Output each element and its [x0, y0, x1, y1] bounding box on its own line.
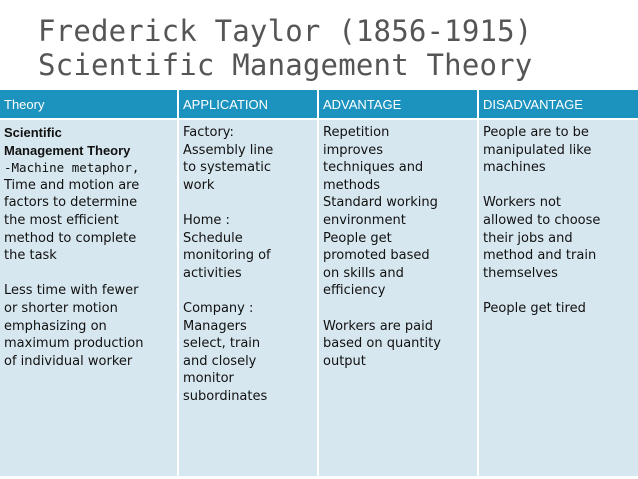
disadvantage-cell [478, 119, 638, 476]
application-text-line: monitor [183, 371, 234, 387]
application-text-line: select, train [183, 336, 261, 352]
theory-text-line: the task [4, 248, 57, 264]
application-text-line: work [183, 177, 215, 193]
application-text-line: subordinates [183, 388, 268, 404]
disadvantage-text-line: People are to be [483, 125, 589, 140]
theory-text-line: emphasizing on [4, 318, 107, 334]
application-text-line: activities [183, 265, 242, 281]
header-theory: Theory [0, 90, 178, 119]
application-text-line: Factory: [183, 125, 234, 140]
disadvantage-text-line: themselves [483, 265, 558, 281]
theory-text-line: method to complete [4, 230, 137, 246]
slide-title [38, 14, 628, 82]
application-text-line: and closely [183, 353, 257, 369]
application-cell [178, 119, 318, 476]
disadvantage-text-line: machines [483, 160, 546, 176]
theory-text-line: the most efficient [4, 212, 119, 228]
theory-heading-line: Management Theory [4, 142, 131, 158]
advantage-text-line: promoted based [323, 248, 430, 264]
title-line-1: Frederick Taylor (1856-1915) [38, 14, 533, 48]
application-text-line: to systematic [183, 160, 272, 176]
theory-text-line: Less time with fewer [4, 283, 139, 299]
theory-text-line: -Machine metaphor, [4, 160, 140, 176]
header-advantage: ADVANTAGE [318, 90, 478, 119]
application-text-line: monitoring of [183, 248, 271, 264]
advantage-text-line: improves [323, 142, 384, 158]
comparison-table [0, 90, 638, 476]
disadvantage-text-line: manipulated like [483, 142, 592, 158]
advantage-text-line: environment [323, 212, 406, 228]
title-line-2: Scientific Management Theory [38, 48, 533, 82]
advantage-text-line: output [323, 353, 366, 369]
theory-cell [0, 119, 178, 476]
advantage-cell [318, 119, 478, 476]
advantage-text-line: Repetition [323, 125, 390, 140]
disadvantage-text-line: allowed to choose [483, 212, 601, 228]
disadvantage-text-line: People get tired [483, 300, 586, 316]
disadvantage-text-line: method and train [483, 248, 597, 264]
theory-text-line: Time and motion are [4, 177, 140, 193]
theory-text-line: maximum production [4, 336, 144, 352]
theory-text-line: factors to determine [4, 195, 138, 211]
application-text-line: Assembly line [183, 142, 274, 158]
theory-heading-line: Scientific [4, 125, 62, 140]
theory-text-line: of individual worker [4, 353, 133, 369]
advantage-text-line: People get [323, 230, 392, 246]
disadvantage-text-line: Workers not [483, 195, 561, 211]
table-row [0, 119, 638, 476]
application-text-line: Company : [183, 300, 254, 316]
advantage-text-line: efficiency [323, 283, 386, 299]
advantage-text-line: based on quantity [323, 336, 441, 352]
advantage-text-line: on skills and [323, 265, 404, 281]
theory-text-line: or shorter motion [4, 300, 118, 316]
header-application: APPLICATION [178, 90, 318, 119]
advantage-text-line: methods [323, 177, 380, 193]
application-text-line: Managers [183, 318, 247, 334]
application-text-line: Home : [183, 212, 230, 228]
advantage-text-line: Standard working [323, 195, 438, 211]
advantage-text-line: techniques and [323, 160, 424, 176]
header-row [0, 90, 638, 119]
header-disadvantage: DISADVANTAGE [478, 90, 638, 119]
application-text-line: Schedule [183, 230, 243, 246]
advantage-text-line: Workers are paid [323, 318, 433, 334]
disadvantage-text-line: their jobs and [483, 230, 573, 246]
